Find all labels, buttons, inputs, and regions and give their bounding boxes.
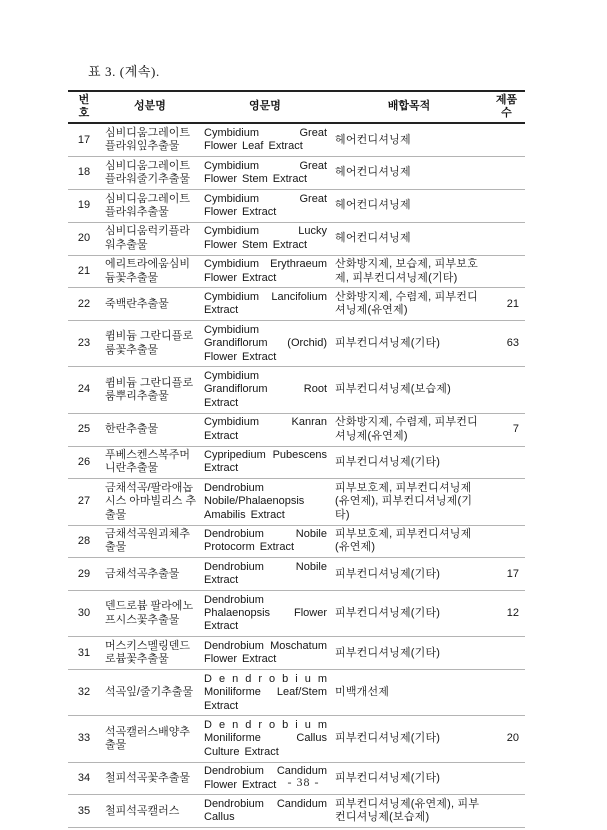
table-row — [68, 637, 525, 670]
cell-count: 63 — [506, 337, 519, 350]
table-row — [68, 591, 525, 637]
cell-eng: Cypripedium Pubescens Extract — [204, 449, 327, 475]
cell-eng: Cymbidium Lucky Flower Stem Extract — [204, 225, 327, 251]
table-row — [68, 795, 525, 828]
cell-name: 심비디움그레이트플라워잎추출물 — [105, 126, 191, 153]
cell-no: 27 — [77, 495, 91, 508]
cell-count — [488, 222, 525, 255]
cell-no: 18 — [77, 166, 91, 179]
cell-no: 20 — [77, 232, 91, 245]
table-row — [68, 479, 525, 525]
table-row — [68, 190, 525, 223]
cell-count — [488, 123, 525, 156]
cell-no: 30 — [77, 607, 91, 620]
cell-purpose: 미백개선제 — [335, 686, 390, 699]
table-row — [68, 670, 525, 716]
cell-no: 24 — [77, 383, 91, 396]
cell-purpose: 피부컨디셔닝제(보습제) — [335, 383, 451, 396]
cell-no: 23 — [77, 337, 91, 350]
col-header-purpose — [330, 91, 488, 123]
cell-name: 큄비듐 그란디플로룸뿌리추출물 — [105, 376, 194, 403]
cell-purpose: 피부컨디셔닝제(기타) — [335, 607, 441, 620]
cell-eng: Cymbidium Lancifolium Extract — [204, 290, 327, 317]
col-header-name — [100, 91, 200, 123]
cell-purpose: 피부보호제, 피부컨디셔닝제(유연제), 피부컨디셔닝제(기타) — [335, 481, 473, 521]
table-header — [68, 91, 525, 123]
table-row — [68, 716, 525, 762]
col-header-name-label: 성분명 — [134, 100, 166, 113]
cell-eng: Cymbidium Grandiflorum Root Extract — [204, 369, 327, 409]
cell-eng: Dendrobium Nobile Extract — [204, 560, 327, 587]
cell-purpose: 피부컨디셔닝제(기타) — [335, 771, 441, 784]
cell-count: 21 — [506, 297, 519, 310]
cell-purpose: 산화방지제, 수렴제, 피부컨디셔닝제(유연제) — [335, 416, 478, 442]
table-row — [68, 157, 525, 190]
table-caption: 표 3. (계속). — [88, 64, 160, 79]
cell-name: 금채석곡추출물 — [105, 567, 180, 580]
col-header-count — [488, 91, 525, 123]
cell-name: 석곡잎/줄기추출물 — [105, 686, 194, 699]
cell-count: 7 — [512, 422, 519, 435]
cell-count — [488, 157, 525, 190]
cell-no: 17 — [77, 133, 91, 146]
cell-purpose: 산화방지제, 보습제, 피부보호제, 피부컨디셔닝제(기타) — [335, 258, 478, 284]
cell-count — [488, 446, 525, 479]
col-header-count-label: 제품수 — [495, 94, 518, 119]
cell-purpose: 헤어컨디셔닝제 — [335, 166, 411, 179]
col-header-eng-label: 영문명 — [249, 100, 281, 113]
cell-count — [488, 795, 525, 828]
cell-eng: Cymbidium Great Flower Extract — [204, 192, 327, 218]
cell-eng: Dendrobium Nobile Protocorm Extract — [204, 528, 327, 554]
cell-no: 19 — [77, 199, 91, 212]
cell-count — [488, 255, 525, 288]
cell-name: 석곡캘러스배양추출물 — [105, 725, 191, 752]
cell-name: 철피석곡꽃추출물 — [105, 771, 191, 784]
cell-purpose: 피부컨디셔닝제(기타) — [335, 646, 441, 659]
cell-name: 에리트라에움심비듐꽃추출물 — [105, 258, 191, 284]
cell-no: 31 — [77, 646, 91, 659]
cell-no: 28 — [77, 534, 91, 547]
cell-count: 12 — [506, 607, 519, 620]
cell-name: 머스키스멜링덴드로븀꽃추출물 — [105, 639, 191, 666]
col-header-no-label: 번호 — [78, 94, 90, 119]
cell-purpose: 피부컨디셔닝제(기타) — [335, 337, 441, 350]
cell-no: 32 — [77, 686, 91, 699]
ingredient-table-body — [68, 123, 525, 827]
header-row — [68, 91, 525, 123]
table-row — [68, 525, 525, 558]
cell-eng: Dendrobium Candidum Callus — [204, 797, 327, 824]
cell-purpose: 산화방지제, 수렴제, 피부컨디셔닝제(유연제) — [335, 290, 478, 317]
cell-name: 금채석곡원괴체추출물 — [105, 528, 191, 554]
cell-name: 심비디움그레이트플라워줄기추출물 — [105, 159, 191, 186]
cell-name: 죽백란추출물 — [105, 297, 169, 310]
cell-no: 26 — [77, 455, 91, 468]
cell-eng: Cymbidium Great Flower Stem Extract — [204, 159, 327, 186]
cell-purpose: 피부보호제, 피부컨디셔닝제(유연제) — [335, 528, 472, 554]
cell-name: 덴드로븀 팔라에노프시스꽃추출물 — [105, 600, 194, 626]
cell-purpose: 피부컨디셔닝제(기타) — [335, 732, 441, 745]
page-number: - 38 - — [287, 775, 320, 789]
cell-name: 심비디움럭키플라워추출물 — [105, 225, 191, 251]
cell-purpose: 헤어컨디셔닝제 — [335, 133, 411, 146]
cell-count — [488, 525, 525, 558]
table-row — [68, 446, 525, 479]
cell-eng: D e n d r o b i u m Moniliforme Leaf/Stem Extract — [204, 672, 327, 712]
cell-eng: D e n d r o b i u m Moniliforme Callus Culture Extract — [204, 718, 327, 758]
table-row — [68, 288, 525, 321]
table-row — [68, 413, 525, 446]
cell-eng: Cymbidium Great Flower Leaf Extract — [204, 126, 327, 153]
cell-eng: Dendrobium Phalaenopsis Flower Extract — [204, 593, 327, 633]
cell-name: 한란추출물 — [105, 422, 159, 435]
ingredient-table — [68, 90, 525, 828]
table-row — [68, 558, 525, 591]
col-header-no — [68, 91, 100, 123]
table-row — [68, 255, 525, 288]
cell-no: 35 — [77, 804, 91, 817]
cell-no: 33 — [77, 732, 91, 745]
cell-count: 20 — [506, 732, 519, 745]
col-header-eng — [200, 91, 330, 123]
cell-name: 심비디움그레이트플라워추출물 — [105, 192, 191, 218]
cell-purpose: 헤어컨디셔닝제 — [335, 199, 411, 212]
cell-no: 21 — [77, 264, 91, 277]
cell-eng: Dendrobium Nobile/Phalaenopsis Amabilis Extract — [204, 481, 305, 521]
cell-count — [488, 367, 525, 413]
cell-purpose: 피부컨디셔닝제(기타) — [335, 455, 441, 468]
col-header-purpose-label: 배합목적 — [387, 100, 431, 113]
cell-count — [488, 670, 525, 716]
cell-eng: Cymbidium Grandiflorum (Orchid) Flower Extract — [204, 323, 327, 363]
cell-name: 큄비듐 그란디플로룸꽃추출물 — [105, 330, 194, 356]
cell-count — [488, 637, 525, 670]
cell-no: 29 — [77, 567, 91, 580]
cell-no: 34 — [77, 771, 91, 784]
cell-name: 금채석곡/팔라애놉시스 아마빌리스 추출물 — [105, 481, 197, 521]
cell-eng: Dendrobium Moschatum Flower Extract — [204, 639, 327, 666]
cell-purpose: 피부컨디셔닝제(유연제), 피부컨디셔닝제(보습제) — [335, 797, 480, 824]
cell-eng: Cymbidium Kanran Extract — [204, 416, 327, 442]
cell-purpose: 피부컨디셔닝제(기타) — [335, 567, 441, 580]
cell-no: 25 — [77, 422, 91, 435]
cell-name: 푸베스켄스복주머니란추출물 — [105, 449, 191, 475]
table-row — [68, 367, 525, 413]
cell-eng: Dendrobium Candidum Flower Extract — [204, 765, 327, 791]
cell-name: 철피석곡캘러스 — [105, 804, 180, 817]
table-row — [68, 123, 525, 156]
cell-count — [488, 190, 525, 223]
cell-eng: Cymbidium Erythraeum Flower Extract — [204, 258, 327, 284]
table-row — [68, 222, 525, 255]
cell-count: 17 — [506, 567, 519, 580]
cell-no: 22 — [77, 297, 91, 310]
table-row — [68, 321, 525, 367]
cell-purpose: 헤어컨디셔닝제 — [335, 232, 411, 245]
cell-count — [488, 479, 525, 525]
